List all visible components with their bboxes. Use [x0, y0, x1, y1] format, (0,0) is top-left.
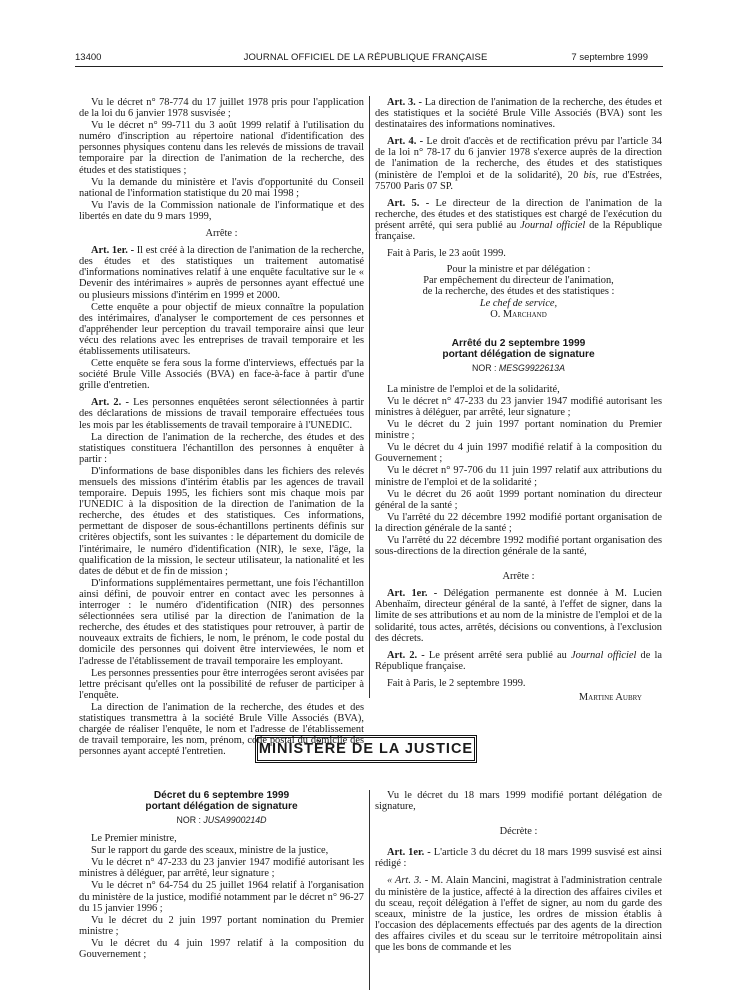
- article-3: [375, 97, 662, 130]
- visa-paragraph: Vu le décret du 2 juin 1997 portant nomination du Premier ministre ;: [375, 419, 662, 442]
- article-text: La direction de l'animation de la recherche, des études et des statistiques et la société Brule Ville Associés (BVA) sont les destinataires des informations nominatives.: [375, 97, 662, 131]
- article-text: de la République française.: [375, 649, 662, 672]
- arrete-heading: Arrête :: [205, 228, 238, 240]
- quoted-article: [375, 875, 662, 953]
- nor-reference: [375, 363, 662, 374]
- body-paragraph: La direction de l'animation de la recherche, des études et des statistiques transmettra à la société Brule Ville Associés (BVA), chargée de réaliser l'enquête, le nom et l'adresse de l'établissement de travail temporaire, les nom, prénom, code postal du domicile des personnes ayant accepté l'entretien.: [79, 701, 364, 758]
- visa-paragraph: Vu l'arrêté du 22 décembre 1992 modifié portant organisation des sous-directions de la direction générale de la santé,: [375, 535, 662, 558]
- article-text: rue d'Estrées, 75700 Paris 07 SP.: [375, 169, 662, 192]
- body-paragraph: La direction de l'animation de la recherche, des études et des statistiques constituera l'échantillon des personnes à enquêter à partir :: [79, 431, 364, 465]
- article-1: [79, 245, 364, 300]
- article-label: Art. 4. -: [387, 136, 424, 148]
- visa-paragraph: Vu le décret du 4 juin 1997 relatif à la composition du Gouvernement ;: [79, 937, 364, 961]
- signature-line: Pour la ministre et par délégation :: [446, 264, 591, 276]
- visa-paragraph: Vu le décret du 4 juin 1997 modifié relatif à la composition du Gouvernement ;: [375, 442, 662, 465]
- nor-reference: [79, 815, 364, 826]
- article-label: Art. 1er. -: [387, 588, 438, 600]
- article-text: Délégation permanente est donnée à M. Lucien Abenhaïm, directeur général de la santé, à l'effet de signer, dans la limite de ses attributions et au nom de la ministre de l'emploi et de la solidarité, tous actes, arrêtés, décisions ou conventions, à l'exclusion des décrets.: [375, 588, 662, 644]
- nor-code: MESG9922613A: [498, 362, 565, 373]
- article-label: « Art. 3. -: [387, 875, 429, 887]
- article-text: de la République française.: [375, 219, 662, 243]
- body-paragraph: Les personnes pressenties pour être interrogées seront avisées par lettre précisant qu'elles ont la possibilité de refuser de participer à l'enquête.: [79, 667, 364, 701]
- article-label: Art. 2. -: [387, 649, 425, 661]
- article-label: Art. 5. -: [387, 197, 430, 209]
- issue-date: 7 septembre 1999: [571, 52, 648, 63]
- article-4: [375, 136, 662, 191]
- decrete-heading: Décrète :: [499, 826, 538, 838]
- article-1: [375, 847, 662, 869]
- article-text: Le présent arrêté sera publié au: [428, 649, 567, 661]
- bis-text: bis,: [583, 169, 599, 181]
- visa-paragraph: Vu l'arrêté du 22 décembre 1992 modifié portant organisation de la direction générale de la santé ;: [375, 511, 662, 534]
- signature-line: Le chef de service,: [479, 297, 558, 309]
- arrete-subtitle: portant délégation de signature: [442, 348, 595, 360]
- journal-officiel-text: Journal officiel: [571, 649, 637, 661]
- signatory-name: Martine Aubry: [578, 692, 642, 704]
- visa-paragraph: Vu le décret du 18 mars 1999 modifié portant délégation de signature,: [375, 790, 662, 813]
- journal-officiel-text: Journal officiel: [520, 219, 586, 231]
- nor-label: NOR :: [472, 362, 497, 373]
- journal-title: JOURNAL OFFICIEL DE LA RÉPUBLIQUE FRANÇAISE: [243, 52, 488, 63]
- article-text: Les personnes enquêtées seront sélectionnées à partir des déclarations de missions de travail temporaire effectuées tous les mois par les établissements de travail temporaire à l'UNEDIC.: [79, 397, 364, 431]
- visa-paragraph: Le Premier ministre,: [91, 833, 177, 845]
- body-paragraph: D'informations supplémentaires permettant, une fois l'échantillon ainsi défini, de pouvoir entrer en contact avec les personnes à interroger : le numéro d'identification (NIR) des personnes sélectionnées sera utilisé par la direction de l'animation de la recherche, des études et des statistiques pour retrouver, à partir de nouveaux extraits de fichiers, le nom, le prénom, le code postal du domicile des personnes qui doivent être interviewées, le nom et l'adresse de l'établissement de travail temporaire les employant.: [79, 577, 364, 667]
- signature-line: de la recherche, des études et des statistiques :: [422, 286, 615, 298]
- visa-paragraph: La ministre de l'emploi et de la solidarité,: [387, 383, 560, 395]
- article-text: Il est créé à la direction de l'animation de la recherche, des études et des statistiques un traitement automatisé d'informations nominatives relatif à une enquête facultative sur le « Devenir des intérimaires » auprès de personnes ayant effectué une ou plusieurs missions d'intérim en 1999 et 2000.: [79, 245, 364, 301]
- ministry-banner: MINISTÈRE DE LA JUSTICE: [255, 735, 477, 763]
- visa-paragraph: Vu le décret n° 47-233 du 23 janvier 1947 modifié autorisant les ministres à déléguer, par arrêté, leur signature ;: [79, 857, 364, 880]
- decret-title: Décret du 6 septembre 1999: [153, 790, 290, 801]
- visa-paragraph: Vu la demande du ministère et l'avis d'opportunité du Conseil national de l'information statistique du 20 mai 1998 ;: [79, 176, 364, 199]
- article-text: L'article 3 du décret du 18 mars 1999 susvisé est ainsi rédigé :: [375, 847, 662, 870]
- article-2: [375, 650, 662, 672]
- visa-paragraph: Vu le décret n° 78-774 du 17 juillet 1978 pris pour l'application de la loi du 6 janvier 1978 susvisée ;: [79, 97, 364, 120]
- visa-paragraph: Vu l'avis de la Commission nationale de l'informatique et des libertés en date du 9 mars 1999,: [79, 199, 364, 222]
- article-text: M. Alain Mancini, magistrat à l'administration centrale du ministère de la justice, affecté à la direction des affaires civiles et du sceau, reçoit délégation à l'effet de signer, au nom du garde des sceaux, ministre de la justice, les ordres de mission établis à l'occasion des déplacements effectués par des agents de la direction des affaires civiles et du sceau sur le territoire métropolitain ainsi que les bons de commande et les: [375, 875, 662, 954]
- signature-line: Par empêchement du directeur de l'animation,: [423, 275, 614, 287]
- body-paragraph: D'informations de base disponibles dans les fichiers des relevés mensuels des missions d'intérim établis par les agences de travail temporaire. Depuis 1995, les fichiers sont mis chaque mois par l'UNEDIC à la disposition de la direction de l'animation de la recherche, des études et des statistiques. Ces informations, permettant de disposer de sous-échantillons pertinents définis sur critères objectifs, sont les suivantes : le département du domicile de l'intérimaire, le numéro d'identification (NIR), le sexe, l'âge, la qualification de la mission, le secteur utilisateur, la nationalité et les dates de début et de fin de mission ;: [79, 465, 364, 577]
- article-label: Art. 1er. -: [387, 847, 431, 859]
- visa-paragraph: Vu le décret n° 47-233 du 23 janvier 1947 modifié autorisant les ministres à déléguer, par arrêté, leur signature ;: [375, 395, 662, 418]
- visa-paragraph: Vu le décret du 2 juin 1997 portant nomination du Premier ministre ;: [79, 914, 364, 937]
- visa-paragraph: Vu le décret du 26 août 1999 portant nomination du directeur général de la santé ;: [375, 488, 662, 511]
- column-left-top: [79, 97, 364, 758]
- column-divider: [369, 790, 370, 990]
- header-rule: [75, 66, 663, 67]
- page-number: 13400: [75, 52, 102, 63]
- decret-subtitle: portant délégation de signature: [145, 801, 298, 812]
- article-1: [375, 588, 662, 643]
- column-right-top: [375, 97, 662, 703]
- nor-code: JUSA9900214D: [203, 815, 267, 825]
- signatory-name: O. Marchand: [490, 308, 547, 320]
- visa-paragraph: Vu le décret n° 99-711 du 3 août 1999 relatif à l'utilisation du numéro d'inscription au répertoire national d'identification des personnes physiques contenu dans les relevés de missions de travail temporaire par la direction de l'animation de la recherche, des études et des statistiques ;: [79, 120, 364, 176]
- nor-label: NOR :: [176, 815, 201, 825]
- column-right-bottom: [375, 790, 662, 954]
- article-label: Art. 2. -: [91, 397, 129, 409]
- visa-paragraph: Vu le décret n° 64-754 du 25 juillet 1964 relatif à l'organisation du ministère de la justice, modifié notamment par le décret n° 96-27 du 15 janvier 1996 ;: [79, 880, 364, 914]
- article-2: [79, 397, 364, 430]
- visa-paragraph: Sur le rapport du garde des sceaux, ministre de la justice,: [91, 845, 329, 857]
- article-label: Art. 3. -: [387, 97, 422, 108]
- visa-paragraph: Vu le décret n° 97-706 du 11 juin 1997 relatif aux attributions du ministre de l'emploi et de la solidarité ;: [375, 465, 662, 488]
- article-text: Le directeur de la direction de l'animation de la recherche, des études et des statistiques est chargé de l'exécution du présent arrêté, qui sera publié au: [375, 197, 662, 231]
- arrete-heading: Arrête :: [502, 571, 535, 583]
- arrete-title: Arrêté du 2 septembre 1999: [451, 337, 586, 349]
- done-at-line: Fait à Paris, le 2 septembre 1999.: [387, 677, 526, 689]
- body-paragraph: Cette enquête se fera sous la forme d'interviews, effectués par la société Brule Ville Associés (BVA) en face-à-face à partir d'une grille d'entretien.: [79, 358, 364, 392]
- column-left-bottom: [79, 790, 364, 961]
- done-at-line: Fait à Paris, le 23 août 1999.: [387, 248, 506, 260]
- article-label: Art. 1er. -: [91, 245, 135, 257]
- column-divider: [369, 96, 370, 698]
- article-text: Le droit d'accès et de rectification prévu par l'article 34 de la loi n° 78-17 du 6 janvier 1978 s'exerce auprès de la direction de l'animation de la recherche, des études et des statistiques (ministère de l'emploi et de la solidarité), 20: [375, 136, 662, 181]
- article-5: [375, 198, 662, 242]
- body-paragraph: Cette enquête a pour objectif de mieux connaître la population des intérimaires, d'analyser le comportement de ces personnes et d'appréhender leur perception du travail temporaire ainsi que leur vécu des relations avec les entreprises de travail temporaire et les établissements utilisateurs.: [79, 301, 364, 357]
